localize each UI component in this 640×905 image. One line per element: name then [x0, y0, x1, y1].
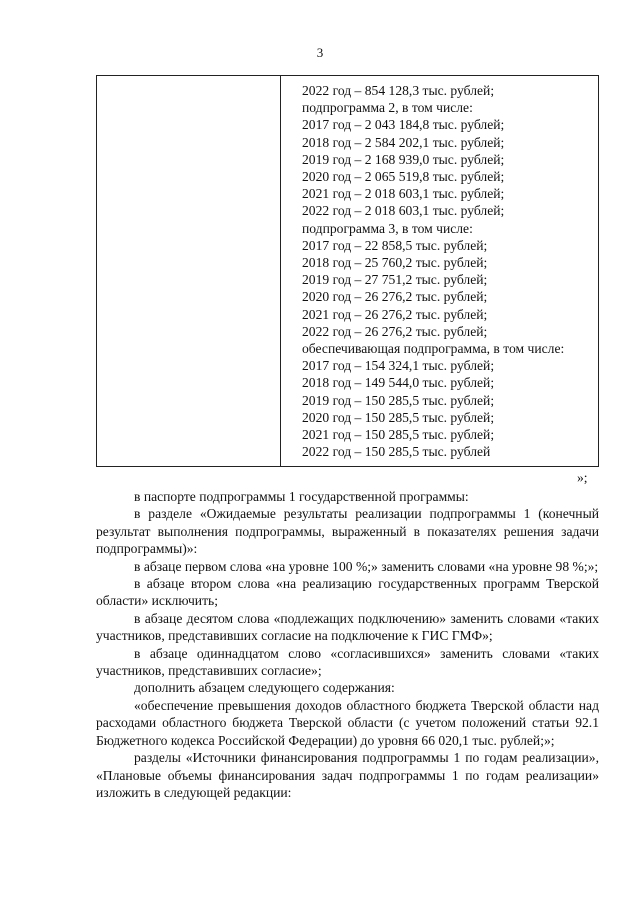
- paragraph: в абзаце первом слова «на уровне 100 %;» заменить словами «на уровне 98 %;»;: [134, 558, 599, 574]
- table-line: 2020 год – 2 065 519,8 тыс. рублей;: [302, 169, 505, 185]
- closing-quote-mark: »;: [577, 470, 588, 485]
- table-line: 2021 год – 150 285,5 тыс. рублей;: [302, 427, 495, 443]
- table-line: 2022 год – 26 276,2 тыс. рублей;: [302, 323, 488, 339]
- table-line: 2018 год – 149 544,0 тыс. рублей;: [302, 375, 495, 391]
- table-line: подпрограмма 2, в том числе:: [302, 100, 473, 116]
- table-line: 2022 год – 2 018 603,1 тыс. рублей;: [302, 203, 505, 219]
- table-line: 2019 год – 27 751,2 тыс. рублей;: [302, 272, 488, 288]
- table-column-divider: [280, 76, 281, 466]
- table-line: 2019 год – 150 285,5 тыс. рублей;: [302, 392, 495, 408]
- paragraph: дополнить абзацем следующего содержания:: [134, 680, 395, 696]
- table-line: 2017 год – 2 043 184,8 тыс. рублей;: [302, 117, 505, 133]
- table-line: подпрограмма 3, в том числе:: [302, 220, 473, 236]
- amendment-text: [96, 488, 599, 801]
- table-right-cell: [302, 82, 597, 460]
- table-line: 2020 год – 150 285,5 тыс. рублей;: [302, 409, 495, 425]
- paragraph: «обеспечение превышения доходов областного бюджета Тверской области над расходами областного бюджета Тверской области (с учетом положений статьи 92.1 Бюджетного кодекса Российской Федерации) до уровня 66 020,1 тыс. рублей;»;: [96, 697, 599, 748]
- table-line: 2021 год – 26 276,2 тыс. рублей;: [302, 306, 488, 322]
- paragraph: в абзаце десятом слова «подлежащих подключению» заменить словами «таких участников, представивших согласие на подключение к ГИС ГМФ»;: [96, 610, 599, 644]
- paragraph: в разделе «Ожидаемые результаты реализации подпрограммы 1 (конечный результат выполнения подпрограммы, выраженный в показателях решения задачи подпрограммы)»:: [96, 506, 599, 557]
- page-number: 3: [316, 45, 324, 60]
- table-line: 2022 год – 150 285,5 тыс. рублей: [302, 444, 491, 460]
- table-line: 2018 год – 2 584 202,1 тыс. рублей;: [302, 134, 505, 150]
- paragraph: разделы «Источники финансирования подпрограммы 1 по годам реализации», «Плановые объемы финансирования задач подпрограммы 1 по годам реализации» изложить в следующей редакции:: [96, 750, 599, 800]
- table-line: 2017 год – 22 858,5 тыс. рублей;: [302, 237, 488, 253]
- table-line: 2017 год – 154 324,1 тыс. рублей;: [302, 358, 495, 374]
- table-line: 2022 год – 854 128,3 тыс. рублей;: [302, 83, 495, 98]
- table-line: 2020 год – 26 276,2 тыс. рублей;: [302, 289, 488, 305]
- table-line: обеспечивающая подпрограмма, в том числе:: [302, 341, 565, 357]
- table-line: 2021 год – 2 018 603,1 тыс. рублей;: [302, 186, 505, 202]
- paragraph: в паспорте подпрограммы 1 государственной программы:: [134, 489, 469, 504]
- paragraph: в абзаце одиннадцатом слово «согласившихся» заменить словами «таких участников, представивших согласие»;: [96, 645, 599, 679]
- table-line: 2018 год – 25 760,2 тыс. рублей;: [302, 255, 488, 271]
- financing-table: [96, 75, 599, 467]
- table-line: 2019 год – 2 168 939,0 тыс. рублей;: [302, 151, 505, 167]
- paragraph: в абзаце втором слова «на реализацию государственных программ Тверской области» исключить;: [96, 576, 599, 609]
